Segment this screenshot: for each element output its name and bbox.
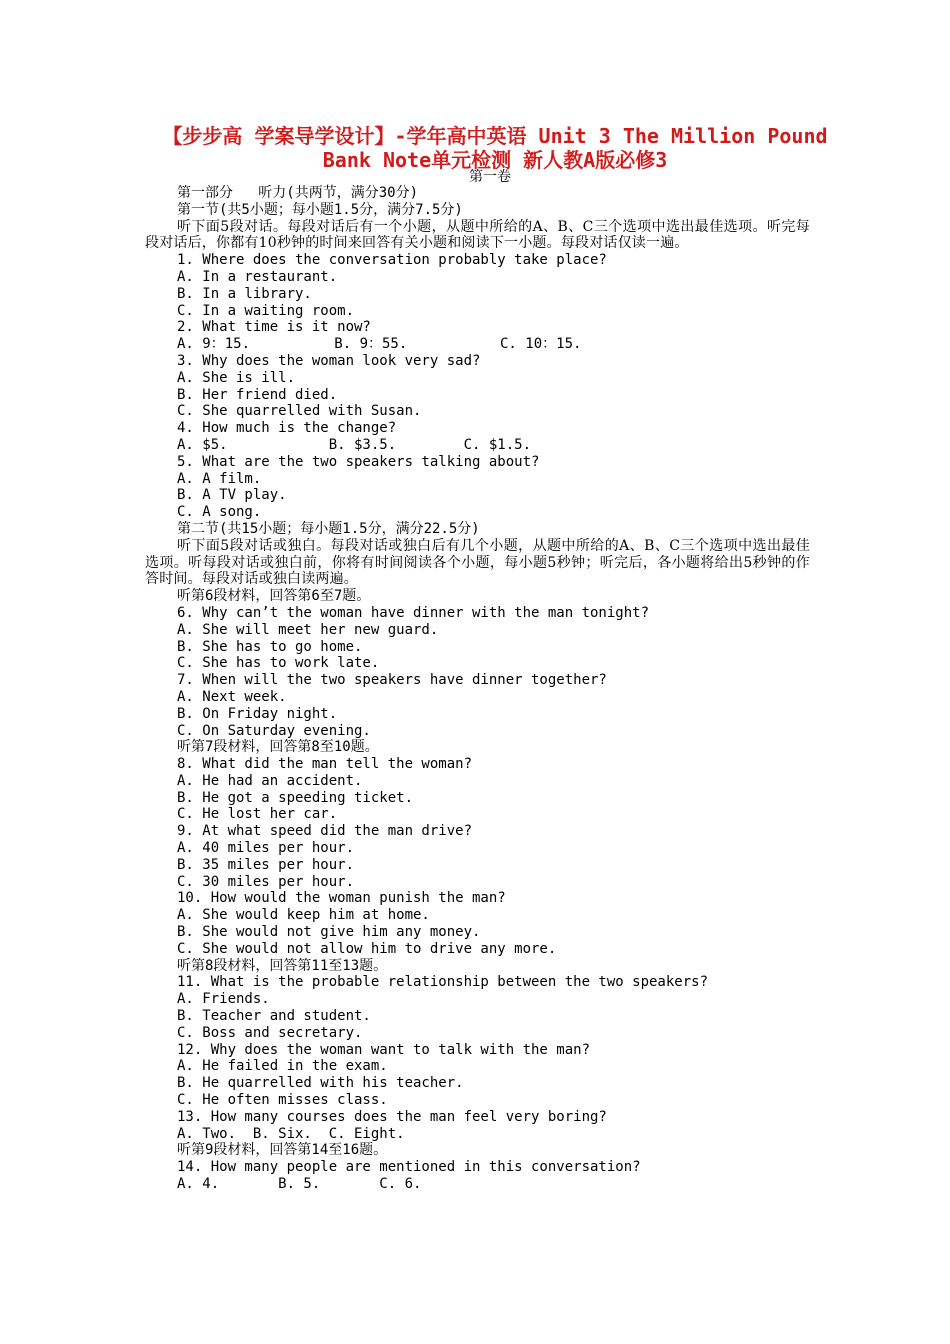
text-line: A. In a restaurant. (177, 268, 338, 285)
text-line: C. In a waiting room. (177, 302, 355, 319)
text-line: A. She will meet her new guard. (177, 621, 439, 638)
text-line: 6. Why can’t the woman have dinner with the man tonight? (177, 604, 650, 621)
text-line: C. He lost her car. (177, 806, 338, 823)
text-line: B. Teacher and student. (177, 1008, 371, 1025)
volume-heading: 第一卷 (469, 169, 511, 185)
text-line: 14. How many people are mentioned in this conversation? (177, 1159, 641, 1176)
text-line: A. 4. B. 5. C. 6. (177, 1176, 422, 1193)
text-line: 9. At what speed did the man drive? (177, 823, 473, 840)
text-line: B. 35 miles per hour. (177, 856, 355, 873)
text-line: A. A film. (177, 470, 262, 487)
text-line: C. A song. (177, 504, 262, 521)
text-line: 10. How would the woman punish the man? (177, 890, 506, 907)
text-line: 第一部分 听力(共两节，满分30分) (177, 185, 419, 201)
text-line: C. On Saturday evening. (177, 722, 371, 739)
text-line: C. She would not allow him to drive any more. (177, 940, 557, 957)
text-line: B. He got a speeding ticket. (177, 789, 414, 806)
text-line: 3. Why does the woman look very sad? (177, 352, 481, 369)
document-body (145, 185, 810, 1193)
text-line: A. He failed in the exam. (177, 1058, 388, 1075)
text-line: B. Her friend died. (177, 386, 338, 403)
text-line: A. 40 miles per hour. (177, 840, 355, 857)
text-line: 听第9段材料，回答第14至16题。 (177, 1142, 388, 1159)
text-line: A. Friends. (177, 991, 270, 1008)
text-line: A. Next week. (177, 688, 287, 705)
text-line: 12. Why does the woman want to talk with the man? (177, 1041, 591, 1058)
text-line: 13. How many courses does the man feel very boring? (177, 1108, 607, 1125)
text-line: B. On Friday night. (177, 705, 338, 722)
document-title: 【步步高 学案导学设计】-学年高中英语 Unit 3 The Million Pound Bank Note单元检测 新人教A版必修3 (162, 124, 828, 172)
text-line: A. $5. B. $3.5. C. $1.5. (177, 436, 532, 453)
text-line: C. He often misses class. (177, 1092, 388, 1109)
text-line: C. She quarrelled with Susan. (177, 403, 422, 420)
text-line: A. He had an accident. (177, 772, 363, 789)
text-line: 8. What did the man tell the woman? (177, 756, 473, 773)
text-line: 听第6段材料，回答第6至7题。 (177, 588, 371, 605)
text-line: 4. How much is the change? (177, 420, 397, 437)
text-line: B. A TV play. (177, 487, 287, 504)
text-line: A. She is ill. (177, 369, 296, 386)
text-line: 第一节(共5小题；每小题1.5分，满分7.5分) (177, 201, 463, 218)
text-line: 第二节(共15小题；每小题1.5分，满分22.5分) (177, 520, 480, 537)
text-line: C. Boss and secretary. (177, 1024, 363, 1041)
text-line: C. 30 miles per hour. (177, 873, 355, 890)
text-line: A. 9：15. B. 9：55. C. 10：15. (177, 336, 582, 353)
instruction-paragraph: 听下面5段对话或独白。每段对话或独白后有几个小题，从题中所给的A、B、C三个选项中选出最佳选项。听每段对话或独白前，你将有时间阅读各个小题，每小题5秒钟；听完后，各小题将给出5秒钟的作答时间。每段对话或独白读两遍。 (145, 537, 810, 588)
text-line: C. She has to work late. (177, 655, 380, 672)
text-line: A. She would keep him at home. (177, 907, 430, 924)
text-line: 11. What is the probable relationship between the two speakers? (177, 974, 709, 991)
text-line: 听第8段材料，回答第11至13题。 (177, 957, 388, 974)
instruction-paragraph: 听下面5段对话。每段对话后有一个小题，从题中所给的A、B、C三个选项中选出最佳选项。听完每段对话后，你都有10秒钟的时间来回答有关小题和阅读下一小题。每段对话仅读一遍。 (145, 218, 810, 252)
text-line: B. She would not give him any money. (177, 924, 481, 941)
text-line: 听第7段材料，回答第8至10题。 (177, 739, 379, 756)
text-line: B. In a library. (177, 285, 312, 302)
text-line: 7. When will the two speakers have dinner together? (177, 672, 607, 689)
text-line: B. He quarrelled with his teacher. (177, 1075, 464, 1092)
text-line: B. She has to go home. (177, 638, 363, 655)
text-line: 5. What are the two speakers talking about? (177, 453, 540, 470)
text-line: A. Two. B. Six. C. Eight. (177, 1125, 405, 1142)
text-line: 1. Where does the conversation probably take place? (177, 252, 607, 269)
text-line: 2. What time is it now? (177, 319, 371, 336)
